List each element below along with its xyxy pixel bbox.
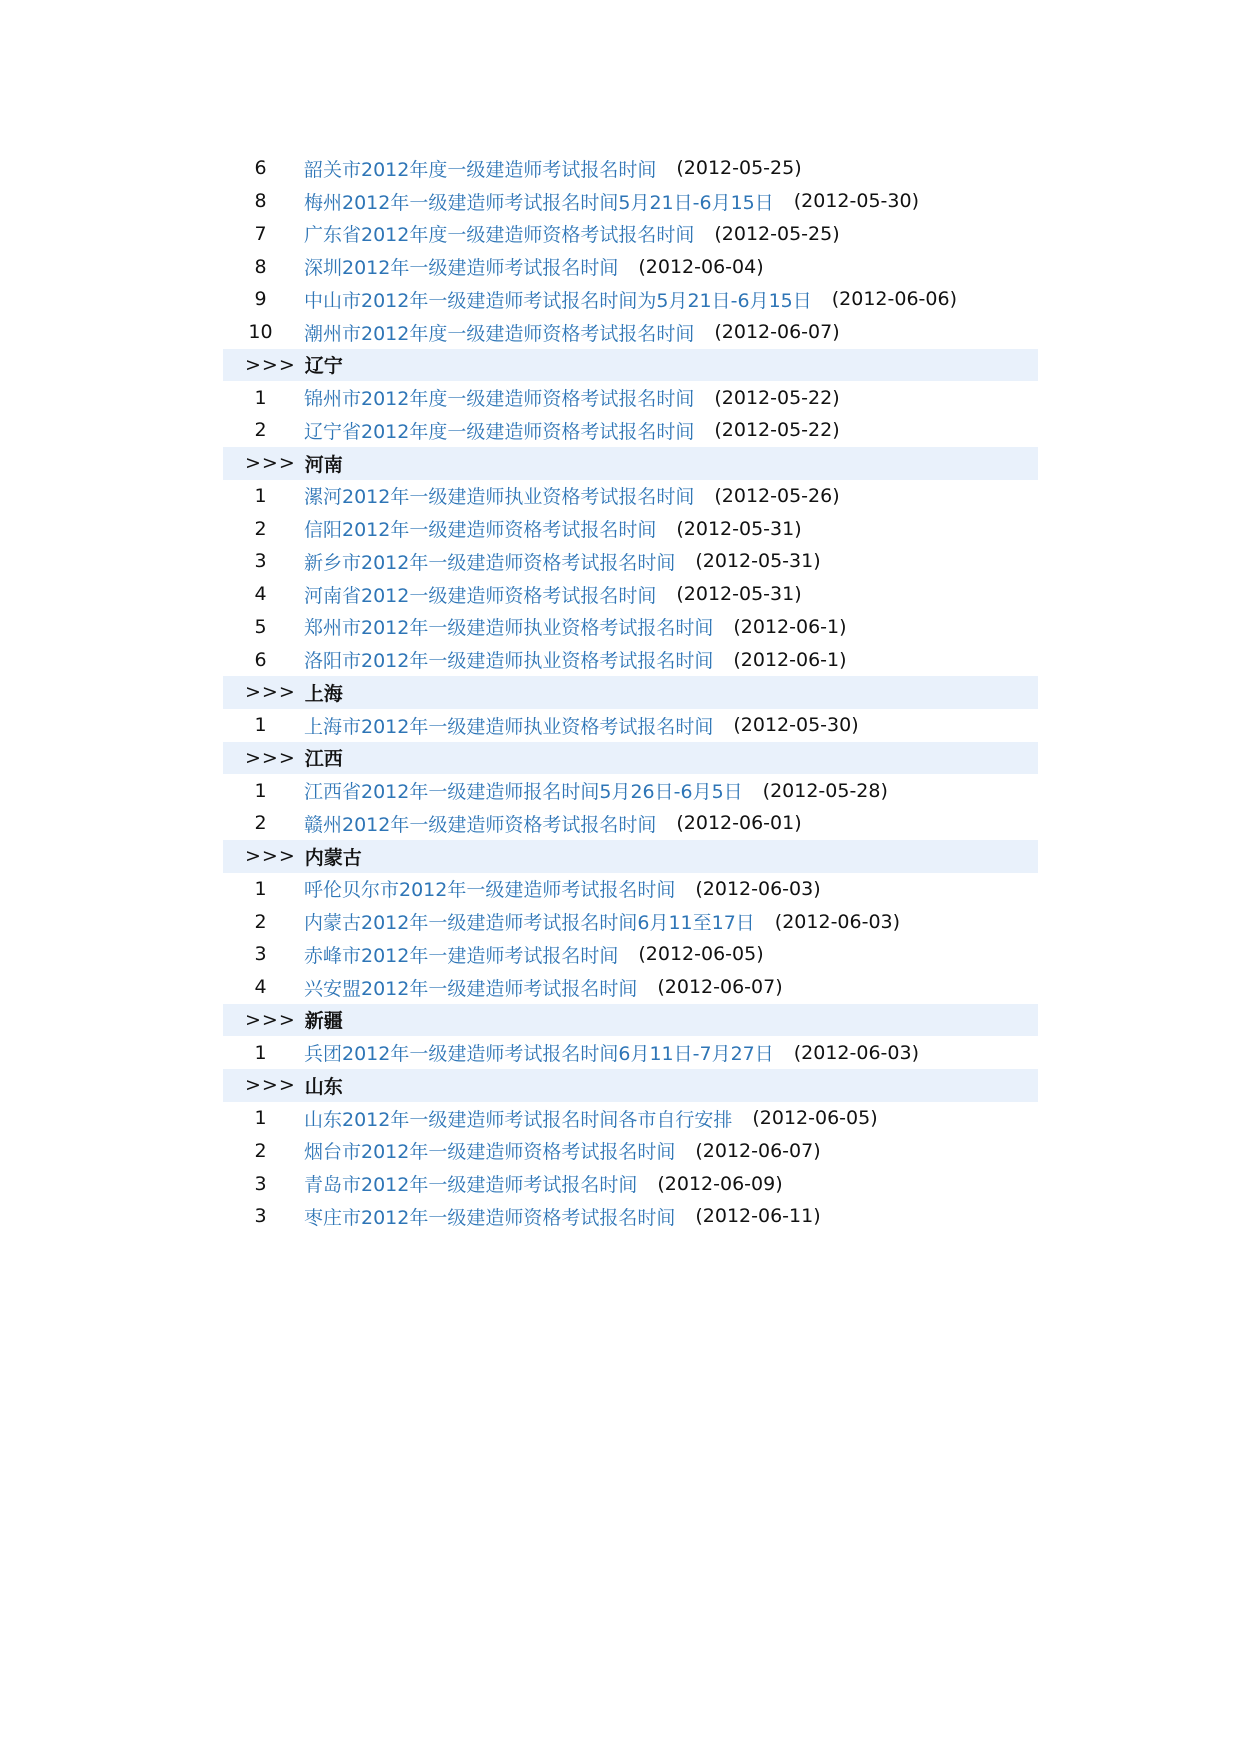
item-number: 7 <box>254 222 267 245</box>
item-link[interactable]: 兴安盟2012年一级建造师考试报名时间 <box>304 977 638 1000</box>
list-item <box>223 971 1038 1004</box>
item-date: (2012-06-01) <box>676 812 802 835</box>
list-item <box>223 414 1038 447</box>
section-title: 上海 <box>304 682 343 705</box>
item-link[interactable]: 潮州市2012年度一级建造师资格考试报名时间 <box>304 322 695 345</box>
list-item <box>223 152 1038 185</box>
section-arrows: >>> <box>245 452 296 475</box>
item-link[interactable]: 烟台市2012年一级建造师资格考试报名时间 <box>304 1141 676 1164</box>
item-link[interactable]: 洛阳市2012年一级建造师执业资格考试报名时间 <box>304 650 714 673</box>
section-arrows: >>> <box>245 353 296 376</box>
exam-registration-list <box>223 152 1038 1233</box>
list-item <box>223 545 1038 578</box>
item-link[interactable]: 梅州2012年一级建造师考试报名时间5月21日-6月15日 <box>304 191 774 214</box>
list-item <box>223 283 1038 316</box>
item-date: (2012-06-07) <box>657 976 783 999</box>
list-item <box>223 218 1038 251</box>
item-number: 3 <box>254 1172 267 1195</box>
item-date: (2012-06-1) <box>733 615 847 638</box>
item-link[interactable]: 江西省2012年一级建造师报名时间5月26日-6月5日 <box>304 781 743 804</box>
item-number: 3 <box>254 943 267 966</box>
item-link[interactable]: 广东省2012年度一级建造师资格考试报名时间 <box>304 224 695 247</box>
item-link[interactable]: 韶关市2012年度一级建造师考试报名时间 <box>304 158 657 181</box>
item-date: (2012-05-28) <box>762 779 888 802</box>
section-title: 河南 <box>304 453 343 476</box>
item-date: (2012-06-03) <box>793 1041 919 1064</box>
item-link[interactable]: 郑州市2012年一级建造师执业资格考试报名时间 <box>304 617 714 640</box>
section-header <box>223 676 1038 709</box>
section-header <box>223 742 1038 775</box>
item-date: (2012-05-31) <box>695 550 821 573</box>
list-item <box>223 578 1038 611</box>
section-title: 新疆 <box>304 1010 343 1033</box>
list-item <box>223 1102 1038 1135</box>
item-date: (2012-06-03) <box>774 910 901 933</box>
item-date: (2012-06-1) <box>733 648 847 671</box>
list-item <box>223 1135 1038 1168</box>
section-title: 山东 <box>304 1075 343 1098</box>
list-item <box>223 611 1038 644</box>
list-item <box>223 643 1038 676</box>
item-date: (2012-06-11) <box>695 1205 821 1228</box>
item-link[interactable]: 新乡市2012年一级建造师资格考试报名时间 <box>304 551 676 574</box>
item-date: (2012-05-26) <box>714 484 840 507</box>
item-date: (2012-06-04) <box>638 255 764 278</box>
item-number: 1 <box>254 779 267 802</box>
list-item <box>223 316 1038 349</box>
item-number: 3 <box>254 550 267 573</box>
item-link[interactable]: 锦州市2012年度一级建造师资格考试报名时间 <box>304 388 695 411</box>
item-number: 1 <box>254 1041 267 1064</box>
list-item <box>223 905 1038 938</box>
item-number: 4 <box>254 583 267 606</box>
section-arrows: >>> <box>245 746 296 769</box>
item-date: (2012-06-06) <box>831 288 957 311</box>
item-number: 10 <box>248 321 273 344</box>
item-number: 5 <box>254 615 267 638</box>
list-item <box>223 1036 1038 1069</box>
item-date: (2012-05-22) <box>714 419 840 442</box>
item-link[interactable]: 漯河2012年一级建造师执业资格考试报名时间 <box>304 486 695 509</box>
item-number: 4 <box>254 976 267 999</box>
item-link[interactable]: 兵团2012年一级建造师考试报名时间6月11日-7月27日 <box>304 1043 774 1066</box>
item-link[interactable]: 呼伦贝尔市2012年一级建造师考试报名时间 <box>304 879 676 902</box>
section-arrows: >>> <box>245 845 296 868</box>
list-item <box>223 1167 1038 1200</box>
list-item <box>223 381 1038 414</box>
item-link[interactable]: 山东2012年一级建造师考试报名时间各市自行安排 <box>304 1108 733 1131</box>
section-title: 辽宁 <box>304 355 343 378</box>
section-title: 江西 <box>304 748 343 771</box>
item-link[interactable]: 信阳2012年一级建造师资格考试报名时间 <box>304 519 657 542</box>
item-number: 8 <box>254 255 267 278</box>
item-link[interactable]: 深圳2012年一级建造师考试报名时间 <box>304 257 619 280</box>
item-number: 2 <box>254 419 267 442</box>
list-item <box>223 873 1038 906</box>
item-number: 2 <box>254 517 267 540</box>
list-item <box>223 774 1038 807</box>
item-link[interactable]: 赤峰市2012年一建造师考试报名时间 <box>304 944 619 967</box>
list-item <box>223 250 1038 283</box>
item-link[interactable]: 河南省2012一级建造师资格考试报名时间 <box>304 584 657 607</box>
item-number: 1 <box>254 386 267 409</box>
list-item <box>223 807 1038 840</box>
item-link[interactable]: 上海市2012年一级建造师执业资格考试报名时间 <box>304 715 714 738</box>
item-number: 2 <box>254 812 267 835</box>
item-link[interactable]: 中山市2012年一级建造师考试报名时间为5月21日-6月15日 <box>304 289 812 312</box>
item-number: 1 <box>254 1107 267 1130</box>
item-date: (2012-06-07) <box>714 321 840 344</box>
item-date: (2012-05-30) <box>793 190 919 213</box>
section-header <box>223 1069 1038 1102</box>
item-date: (2012-05-31) <box>676 517 802 540</box>
section-title: 内蒙古 <box>304 846 362 869</box>
item-number: 2 <box>254 1139 267 1162</box>
item-date: (2012-05-30) <box>733 714 859 737</box>
list-item <box>223 1200 1038 1233</box>
list-item <box>223 512 1038 545</box>
section-header <box>223 840 1038 873</box>
item-date: (2012-06-05) <box>638 943 764 966</box>
list-item <box>223 709 1038 742</box>
section-header <box>223 447 1038 480</box>
item-number: 8 <box>254 190 267 213</box>
section-header <box>223 349 1038 382</box>
item-number: 2 <box>254 910 267 933</box>
item-number: 3 <box>254 1205 267 1228</box>
item-number: 1 <box>254 484 267 507</box>
item-number: 6 <box>254 157 267 180</box>
item-date: (2012-06-03) <box>695 877 821 900</box>
item-link[interactable]: 青岛市2012年一级建造师考试报名时间 <box>304 1174 638 1197</box>
item-number: 9 <box>254 288 267 311</box>
section-header <box>223 1004 1038 1037</box>
section-arrows: >>> <box>245 681 296 704</box>
item-date: (2012-05-22) <box>714 386 840 409</box>
item-link[interactable]: 赣州2012年一级建造师资格考试报名时间 <box>304 813 657 836</box>
section-arrows: >>> <box>245 1008 296 1031</box>
item-number: 1 <box>254 877 267 900</box>
item-number: 6 <box>254 648 267 671</box>
item-link[interactable]: 枣庄市2012年一级建造师资格考试报名时间 <box>304 1206 676 1229</box>
item-date: (2012-05-31) <box>676 583 802 606</box>
list-item <box>223 480 1038 513</box>
item-date: (2012-05-25) <box>714 222 840 245</box>
item-link[interactable]: 内蒙古2012年一级建造师考试报名时间6月11至17日 <box>304 912 755 935</box>
item-date: (2012-06-07) <box>695 1139 821 1162</box>
section-arrows: >>> <box>245 1074 296 1097</box>
item-link[interactable]: 辽宁省2012年度一级建造师资格考试报名时间 <box>304 420 695 443</box>
item-number: 1 <box>254 714 267 737</box>
item-date: (2012-06-09) <box>657 1172 783 1195</box>
item-date: (2012-05-25) <box>676 157 802 180</box>
list-item <box>223 938 1038 971</box>
list-item <box>223 185 1038 218</box>
item-date: (2012-06-05) <box>752 1107 878 1130</box>
